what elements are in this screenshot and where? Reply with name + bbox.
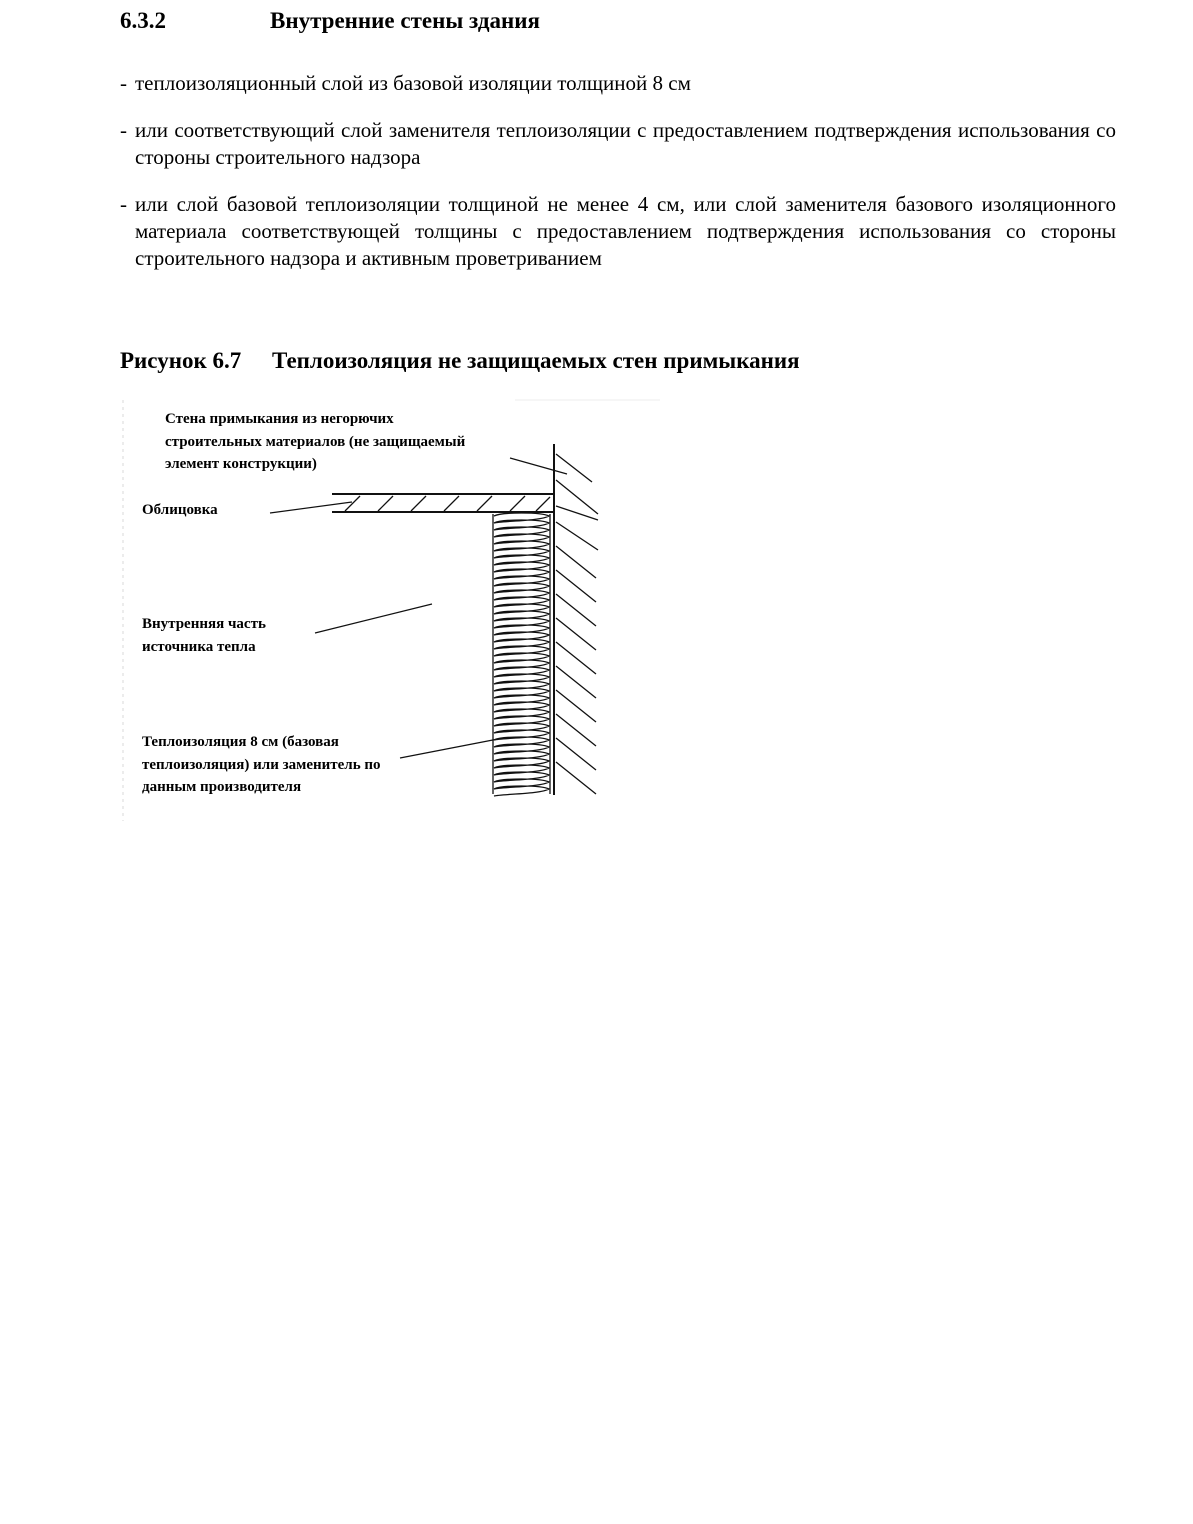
insulation-diagram [120, 398, 665, 823]
bullet-dash: - [120, 192, 127, 216]
list-item [120, 117, 1116, 171]
figure-title: Теплоизоляция не защищаемых стен примыкания [272, 348, 800, 373]
section-title: Внутренние стены здания [270, 8, 540, 33]
list-item [120, 70, 1116, 97]
label-adjoining-wall: Стена примыкания из негорючих строительных материалов (не защищаемый элемент конструкции) [165, 411, 466, 472]
section-number: 6.3.2 [120, 8, 166, 33]
leader-insulation [400, 739, 498, 758]
label-insulation: Теплоизоляция 8 см (базовая теплоизоляция) или заменитель по данным производителя [142, 734, 381, 795]
leader-wall [510, 458, 567, 474]
bullet-dash: - [120, 71, 127, 95]
bullet-dash: - [120, 118, 127, 142]
bullet-text: или соответствующий слой заменителя теплоизоляции с предоставлением подтверждения использования со стороны строительного надзора [135, 118, 1116, 169]
insulation-layer [493, 513, 550, 796]
facing-slab [332, 494, 554, 512]
bullet-text: теплоизоляционный слой из базовой изоляции толщиной 8 см [135, 71, 691, 95]
list-item [120, 191, 1116, 272]
label-facing: Облицовка [142, 502, 218, 518]
label-inner-part: Внутренняя часть источника тепла [142, 616, 266, 655]
figure-caption [120, 346, 800, 376]
bullet-list [120, 70, 1116, 292]
figure-number: Рисунок 6.7 [120, 348, 242, 373]
leader-inner [315, 604, 432, 633]
adjoining-wall [554, 444, 598, 795]
bullet-text: или слой базовой теплоизоляции толщиной не менее 4 см, или слой заменителя базового изоляционного материала соответствующей толщины с предоставлением подтверждения использования со стороны строительного надзора и активным проветриванием [135, 192, 1116, 270]
